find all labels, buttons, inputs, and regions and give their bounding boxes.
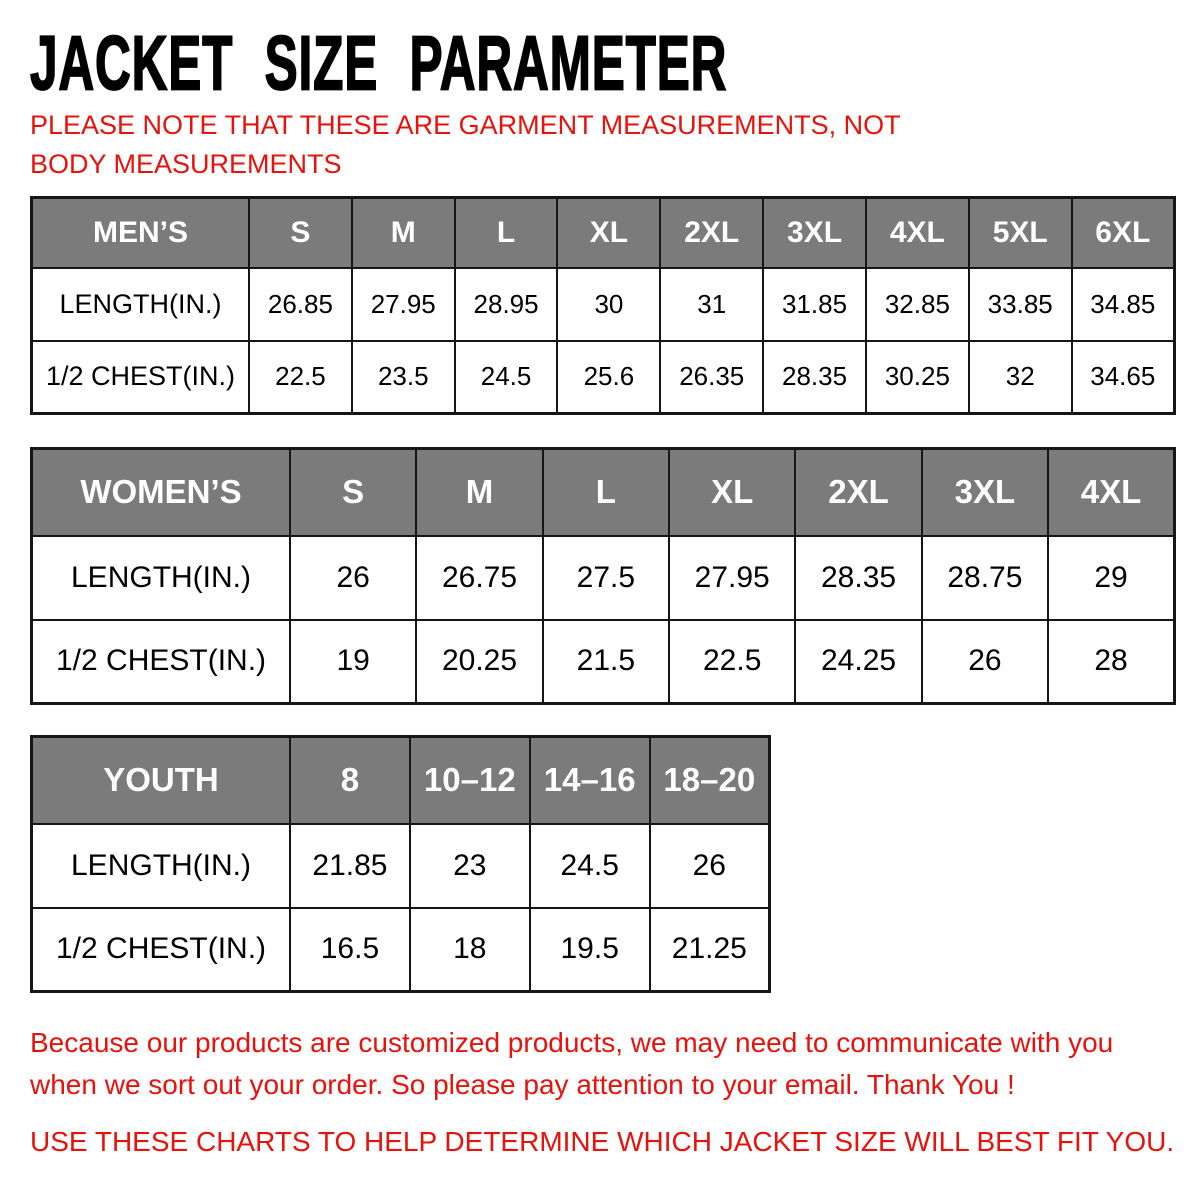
womens-value-cell: 28.35: [795, 536, 921, 620]
mens-value-cell: 34.65: [1072, 341, 1175, 414]
mens-size-header: 5XL: [969, 198, 1072, 268]
mens-size-header: L: [455, 198, 558, 268]
mens-value-cell: 25.6: [557, 341, 660, 414]
youth-value-cell: 24.5: [530, 824, 650, 908]
mens-size-header: M: [352, 198, 455, 268]
youth-size-header: 18–20: [650, 737, 770, 824]
footer-communication-note: Because our products are customized products, we may need to communicate with you when we sort out your order. So please pay attention to your email. Thank You !: [30, 1027, 1114, 1100]
womens-row-label: 1/2 CHEST(IN.): [32, 620, 291, 704]
mens-value-cell: 32.85: [866, 268, 969, 341]
youth-value-cell: 21.85: [290, 824, 410, 908]
youth-value-cell: 26: [650, 824, 770, 908]
mens-size-header: S: [249, 198, 352, 268]
youth-row-label: LENGTH(IN.): [32, 824, 291, 908]
mens-value-cell: 31.85: [763, 268, 866, 341]
womens-value-cell: 27.95: [669, 536, 795, 620]
youth-value-cell: 23: [410, 824, 530, 908]
womens-size-header: L: [543, 449, 669, 536]
mens-size-header: XL: [557, 198, 660, 268]
womens-value-cell: 20.25: [416, 620, 542, 704]
mens-value-cell: 33.85: [969, 268, 1072, 341]
mens-value-cell: 24.5: [455, 341, 558, 414]
mens-group-label: MEN’S: [32, 198, 250, 268]
mens-row-label: LENGTH(IN.): [32, 268, 250, 341]
mens-size-header: 6XL: [1072, 198, 1175, 268]
womens-size-table: [30, 447, 1176, 705]
youth-size-header: 8: [290, 737, 410, 824]
womens-value-cell: 24.25: [795, 620, 921, 704]
womens-size-header: 2XL: [795, 449, 921, 536]
mens-value-cell: 26.35: [660, 341, 763, 414]
womens-size-header: XL: [669, 449, 795, 536]
youth-size-table: [30, 735, 771, 993]
womens-size-header: 4XL: [1048, 449, 1174, 536]
mens-value-cell: 22.5: [249, 341, 352, 414]
womens-value-cell: 28.75: [922, 536, 1048, 620]
mens-size-header: 4XL: [866, 198, 969, 268]
womens-value-cell: 29: [1048, 536, 1174, 620]
womens-size-header: M: [416, 449, 542, 536]
mens-value-cell: 28.35: [763, 341, 866, 414]
mens-value-cell: 30: [557, 268, 660, 341]
mens-value-cell: 34.85: [1072, 268, 1175, 341]
youth-value-cell: 18: [410, 908, 530, 992]
youth-value-cell: 19.5: [530, 908, 650, 992]
mens-size-table: [30, 196, 1176, 415]
mens-size-header: 3XL: [763, 198, 866, 268]
mens-value-cell: 31: [660, 268, 763, 341]
womens-size-header: S: [290, 449, 416, 536]
youth-value-cell: 16.5: [290, 908, 410, 992]
womens-value-cell: 26: [290, 536, 416, 620]
youth-size-header: 14–16: [530, 737, 650, 824]
womens-value-cell: 21.5: [543, 620, 669, 704]
youth-row-label: 1/2 CHEST(IN.): [32, 908, 291, 992]
mens-value-cell: 26.85: [249, 268, 352, 341]
page-title: JACKET SIZE PARAMETER: [30, 21, 728, 107]
womens-row-label: LENGTH(IN.): [32, 536, 291, 620]
womens-value-cell: 26: [922, 620, 1048, 704]
womens-value-cell: 27.5: [543, 536, 669, 620]
footer-fit-tip: USE THESE CHARTS TO HELP DETERMINE WHICH JACKET SIZE WILL BEST FIT YOU.: [30, 1126, 1175, 1157]
youth-value-cell: 21.25: [650, 908, 770, 992]
womens-value-cell: 28: [1048, 620, 1174, 704]
mens-size-header: 2XL: [660, 198, 763, 268]
mens-value-cell: 30.25: [866, 341, 969, 414]
mens-value-cell: 28.95: [455, 268, 558, 341]
mens-value-cell: 23.5: [352, 341, 455, 414]
youth-group-label: YOUTH: [32, 737, 291, 824]
womens-group-label: WOMEN’S: [32, 449, 291, 536]
womens-size-header: 3XL: [922, 449, 1048, 536]
page-header: [30, 20, 902, 107]
youth-size-header: 10–12: [410, 737, 530, 824]
womens-value-cell: 19: [290, 620, 416, 704]
mens-row-label: 1/2 CHEST(IN.): [32, 341, 250, 414]
womens-value-cell: 26.75: [416, 536, 542, 620]
womens-value-cell: 22.5: [669, 620, 795, 704]
garment-measurement-note: PLEASE NOTE THAT THESE ARE GARMENT MEASUREMENTS, NOT BODY MEASUREMENTS: [30, 110, 901, 180]
mens-value-cell: 27.95: [352, 268, 455, 341]
mens-value-cell: 32: [969, 341, 1072, 414]
